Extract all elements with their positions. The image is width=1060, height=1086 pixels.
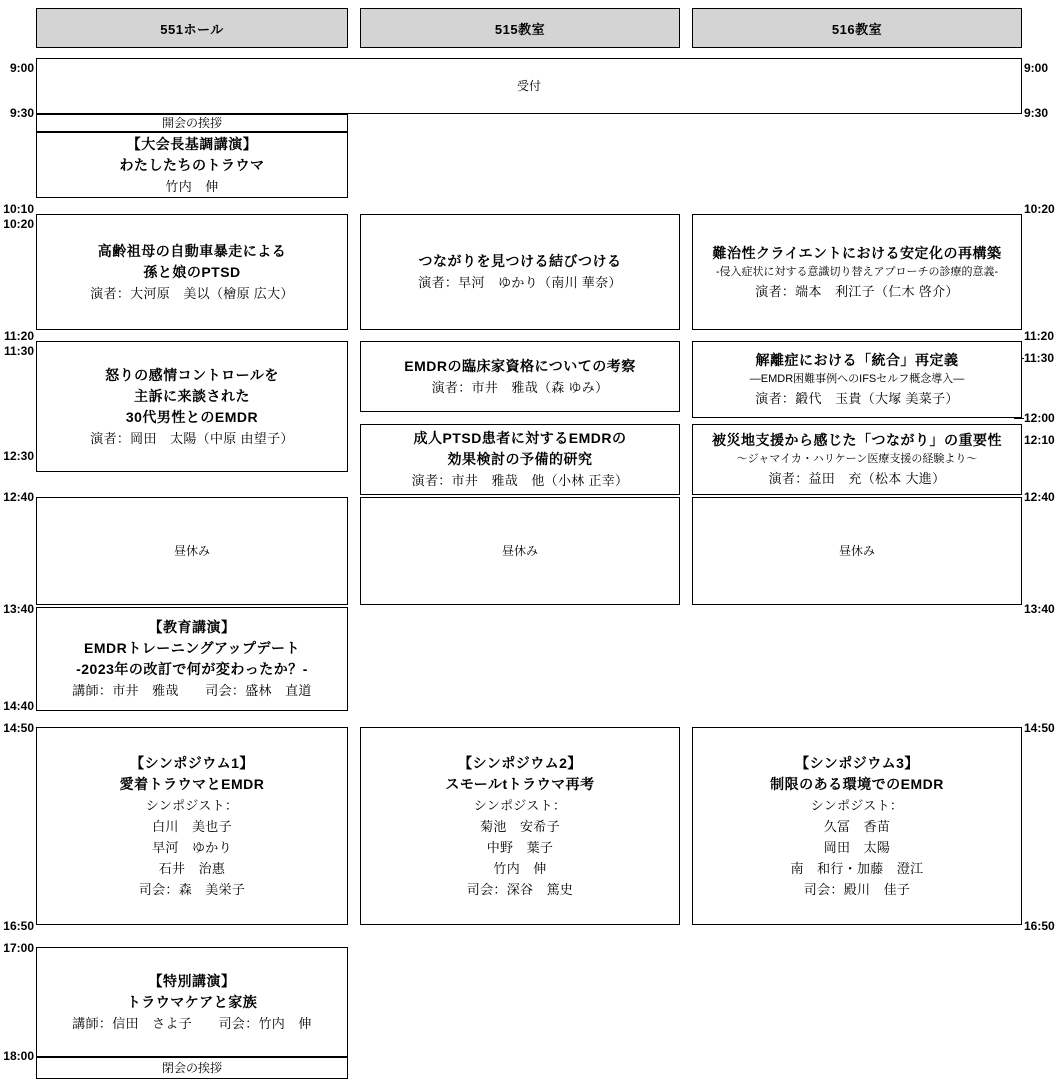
session-chair: 司会：深谷 篤史 (466, 881, 574, 897)
session-bracket: 【シンポジウム2】 (458, 754, 582, 771)
symposium-member: 岡田 太陽 (823, 839, 891, 855)
symposium-member: 早河 ゆかり (152, 839, 232, 855)
session-bracket: 【大会長基調講演】 (126, 135, 258, 152)
session-title: スモールtトラウマ再考 (445, 775, 595, 792)
time-label-left: 10:20 (3, 217, 34, 231)
session-speaker: 演者：市井 雅哉（森 ゆみ） (431, 379, 609, 395)
symposium-member: 竹内 伸 (493, 860, 547, 876)
column-header-room-515 (360, 8, 680, 48)
time-label-left: 12:30 (3, 449, 34, 463)
time-label-left: 14:50 (3, 721, 34, 735)
session-label: 受付 (516, 79, 541, 93)
session-speaker: 演者：大河原 美以（檜原 広大） (90, 285, 294, 301)
session-title: つながりを見つける結びつける (418, 253, 622, 269)
time-label-right: 13:40 (1024, 602, 1055, 616)
symposium-member: 久冨 香苗 (823, 818, 891, 834)
session-title-line3: 30代男性とのEMDR (125, 408, 259, 425)
time-label-left: 9:00 (9, 61, 34, 75)
session-title-line1: 高齢祖母の自動車暴走による (97, 242, 287, 259)
session-speaker: 講師：市井 雅哉 司会：盛林 直道 (72, 683, 312, 698)
time-label-left: 11:30 (3, 344, 34, 358)
session-bracket: 【シンポジウム1】 (130, 754, 254, 771)
session-subtitle: -2023年の改訂で何が変わったか？- (76, 661, 308, 677)
column-header-label: 516教室 (831, 21, 883, 37)
session-room516-late-morning-1 (692, 341, 1022, 418)
time-label-left: 14:40 (3, 699, 34, 713)
session-symposium-2 (360, 727, 680, 925)
session-speaker: 演者：益田 充（松本 大進） (768, 471, 946, 486)
time-label-left: 17:00 (3, 941, 34, 955)
session-opening (36, 114, 348, 132)
session-title: 解離症における「統合」再定義 (755, 352, 959, 368)
session-lunch-hall551 (36, 497, 348, 605)
session-title: 被災地支援から感じた「つながり」の重要性 (712, 432, 1002, 448)
time-label-right: 11:20 (1024, 329, 1055, 343)
session-title-line2: 主訴に来談された (134, 387, 250, 404)
session-role: シンポジスト： (473, 797, 567, 813)
session-subtitle: -侵入症状に対する意識切り替えアプローチの診療的意義- (715, 265, 999, 278)
time-label-left: 13:40 (3, 602, 34, 616)
time-tick (1014, 418, 1024, 419)
session-speaker: 演者：市井 雅哉 他（小林 正幸） (411, 473, 629, 488)
session-subtitle: ―EMDR困難事例へのIFSセルフ概念導入― (749, 373, 965, 385)
session-education-lecture (36, 607, 348, 711)
session-special-lecture (36, 947, 348, 1057)
session-chair: 司会：殿川 佳子 (803, 881, 911, 897)
column-header-label: 515教室 (494, 21, 546, 37)
session-hall551-late-morning (36, 341, 348, 472)
session-label: 昼休み (173, 544, 210, 558)
column-header-hall-551 (36, 8, 348, 48)
time-label-left: 10:10 (3, 202, 34, 216)
time-label-right: 10:20 (1024, 202, 1055, 216)
session-hall551-morning (36, 214, 348, 330)
session-bracket: 【シンポジウム3】 (795, 754, 919, 771)
time-label-right: 16:50 (1024, 919, 1055, 933)
symposium-member: 白川 美也子 (152, 818, 232, 834)
symposium-member: 南 和行・加藤 澄江 (790, 860, 924, 876)
session-bracket: 【教育講演】 (148, 619, 236, 635)
time-label-right: 11:30 (1024, 351, 1055, 365)
session-symposium-1 (36, 727, 348, 925)
session-keynote (36, 132, 348, 198)
session-speaker: 竹内 伸 (165, 178, 219, 194)
session-room516-late-morning-2 (692, 424, 1022, 495)
session-title: 難治性クライエントにおける安定化の再構築 (712, 244, 1002, 261)
time-label-right: 12:10 (1024, 433, 1055, 447)
session-symposium-3 (692, 727, 1022, 925)
session-title: 制限のある環境でのEMDR (770, 775, 944, 792)
session-label: 開会の挨拶 (161, 116, 222, 130)
session-room515-late-morning-1 (360, 341, 680, 412)
session-label: 昼休み (501, 544, 538, 558)
time-label-right: 14:50 (1024, 721, 1055, 735)
session-room515-late-morning-2 (360, 424, 680, 495)
session-title: 愛着トラウマとEMDR (119, 775, 265, 792)
session-speaker: 演者：鍛代 玉貴（大塚 美菜子） (755, 391, 959, 406)
time-label-left: 18:00 (3, 1049, 34, 1063)
session-title: EMDRトレーニングアップデート (84, 640, 300, 656)
time-label-left: 12:40 (3, 490, 34, 504)
time-label-right: 9:30 (1024, 106, 1049, 120)
session-lunch-room515 (360, 497, 680, 605)
symposium-member: 中野 葉子 (486, 839, 554, 855)
symposium-member: 石井 治惠 (158, 860, 226, 876)
session-room515-morning (360, 214, 680, 330)
session-speaker: 講師：信田 さよ子 司会：竹内 伸 (72, 1015, 312, 1031)
session-chair: 司会：森 美栄子 (138, 881, 246, 897)
column-header-label: 551ホール (160, 21, 224, 37)
session-role: シンポジスト： (145, 797, 239, 813)
session-speaker: 演者：早河 ゆかり（南川 華奈） (418, 275, 622, 290)
time-label-right: 12:00 (1024, 411, 1055, 425)
session-bracket: 【特別講演】 (148, 972, 236, 989)
column-header-room-516 (692, 8, 1022, 48)
time-label-left: 9:30 (9, 106, 34, 120)
session-lunch-room516 (692, 497, 1022, 605)
time-label-left: 16:50 (3, 919, 34, 933)
session-title-line1: 怒りの感情コントロールを (105, 366, 279, 383)
session-speaker: 演者：端本 利江子（仁木 啓介） (755, 283, 959, 299)
session-title-line2: 効果検討の予備的研究 (447, 451, 593, 467)
session-title: わたしたちのトラウマ (119, 156, 265, 173)
session-subtitle: 〜ジャマイカ・ハリケーン医療支援の経験より〜 (736, 453, 978, 465)
symposium-member: 菊池 安希子 (480, 818, 560, 834)
session-title: トラウマケアと家族 (126, 993, 258, 1010)
session-reception (36, 58, 1022, 114)
time-label-left: 11:20 (3, 329, 34, 343)
time-label-right: 12:40 (1024, 490, 1055, 504)
session-label: 閉会の挨拶 (161, 1061, 222, 1075)
session-role: シンポジスト： (810, 797, 904, 813)
session-title-line1: 成人PTSD患者に対するEMDRの (413, 430, 627, 446)
session-title-line2: 孫と娘のPTSD (143, 263, 241, 280)
session-title: EMDRの臨床家資格についての考察 (404, 357, 636, 374)
time-label-right: 9:00 (1024, 61, 1049, 75)
session-room516-morning (692, 214, 1022, 330)
session-speaker: 演者：岡田 太陽（中原 由望子） (90, 430, 294, 446)
session-closing (36, 1057, 348, 1079)
session-label: 昼休み (838, 544, 875, 558)
